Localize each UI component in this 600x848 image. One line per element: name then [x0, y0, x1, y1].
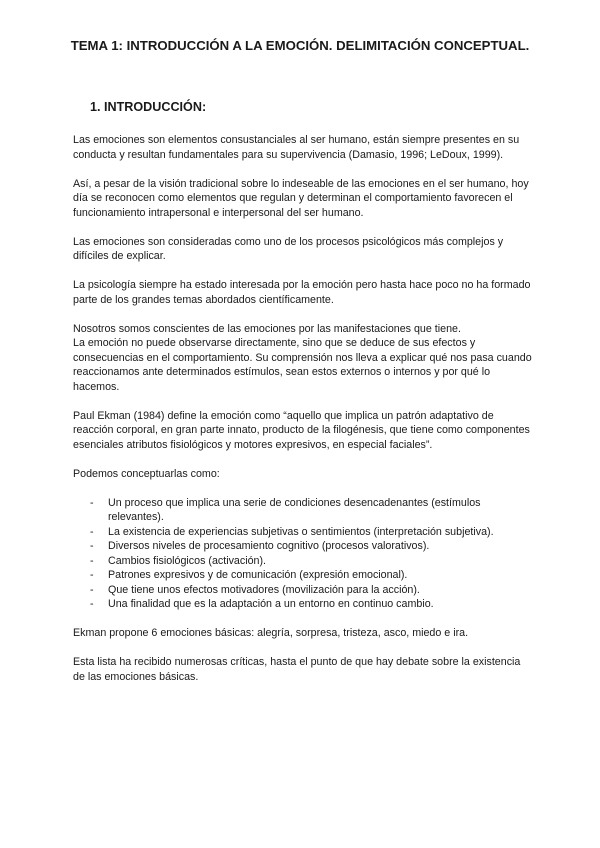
- list-marker: -: [90, 496, 94, 509]
- paragraph: Podemos conceptuarlas como:: [73, 467, 220, 480]
- list-marker: -: [90, 583, 94, 596]
- list-item-text: Diversos niveles de procesamiento cognitivo (procesos valorativos).: [108, 540, 430, 552]
- paragraph: Esta lista ha recibido numerosas críticas, hasta el punto de que hay debate sobre la existencia de las emociones básicas.: [73, 656, 521, 683]
- list-item: [73, 597, 533, 612]
- list-marker: -: [90, 554, 94, 567]
- page-title: TEMA 1: INTRODUCCIÓN A LA EMOCIÓN. DELIMITACIÓN CONCEPTUAL.: [70, 38, 530, 53]
- paragraph: Paul Ekman (1984) define la emoción como “aquello que implica un patrón adaptativo de reacción corporal, en gran parte innato, producto de la filogénesis, que tiene como componentes esenciales atributos fisiológicos y motores expresivos, en especial faciales”.: [73, 409, 530, 451]
- list-item-text: La existencia de experiencias subjetivas o sentimientos (interpretación subjetiva).: [108, 525, 494, 538]
- concept-list: [73, 496, 533, 612]
- list-item: [73, 568, 533, 583]
- document-body: [73, 133, 533, 699]
- paragraph-line: La emoción no puede observarse directamente, sino que se deduce de sus efectos y consecuencias en el comportamiento. Su comprensión nos lleva a explicar qué nos pasa cuando reaccionamos ante determinados estímulos, sean estos externos o internos y por qué lo hacemos.: [73, 337, 532, 393]
- paragraph-line: Nosotros somos conscientes de las emociones por las manifestaciones que tiene.: [73, 322, 461, 335]
- paragraph: La psicología siempre ha estado interesada por la emoción pero hasta hace poco no ha formado parte de los grandes temas abordados científicamente.: [73, 279, 531, 306]
- paragraph-group: [73, 322, 533, 395]
- list-item-text: Una finalidad que es la adaptación a un entorno en continuo cambio.: [108, 598, 434, 610]
- list-item: [73, 583, 533, 598]
- list-item: [73, 525, 533, 540]
- paragraph: Así, a pesar de la visión tradicional sobre lo indeseable de las emociones en el ser humano, hoy día se reconocen como elementos que regulan y determinan el comportamiento favorecen el funcionamiento intrapersonal e interpersonal del ser humano.: [73, 177, 529, 219]
- section-heading: 1. INTRODUCCIÓN:: [90, 100, 207, 114]
- list-marker: -: [90, 540, 94, 552]
- list-marker: -: [90, 569, 94, 581]
- list-item-text: Cambios fisiológicos (activación).: [108, 554, 266, 567]
- list-item: [73, 496, 533, 525]
- list-item: [73, 539, 533, 554]
- list-marker: -: [90, 598, 94, 610]
- list-item: [73, 554, 533, 569]
- list-marker: -: [90, 525, 94, 538]
- paragraph: Las emociones son consideradas como uno de los procesos psicológicos más complejos y difíciles de explicar.: [73, 235, 504, 262]
- list-item-text: Un proceso que implica una serie de condiciones desencadenantes (estímulos relevantes).: [108, 496, 481, 523]
- list-item-text: Que tiene unos efectos motivadores (movilización para la acción).: [108, 583, 420, 596]
- list-item-text: Patrones expresivos y de comunicación (expresión emocional).: [108, 569, 408, 581]
- paragraph: Las emociones son elementos consustanciales al ser humano, están siempre presentes en su conducta y resultan fundamentales para su supervivencia (Damasio, 1996; LeDoux, 1999).: [73, 134, 520, 161]
- paragraph: Ekman propone 6 emociones básicas: alegría, sorpresa, tristeza, asco, miedo e ira.: [73, 627, 469, 639]
